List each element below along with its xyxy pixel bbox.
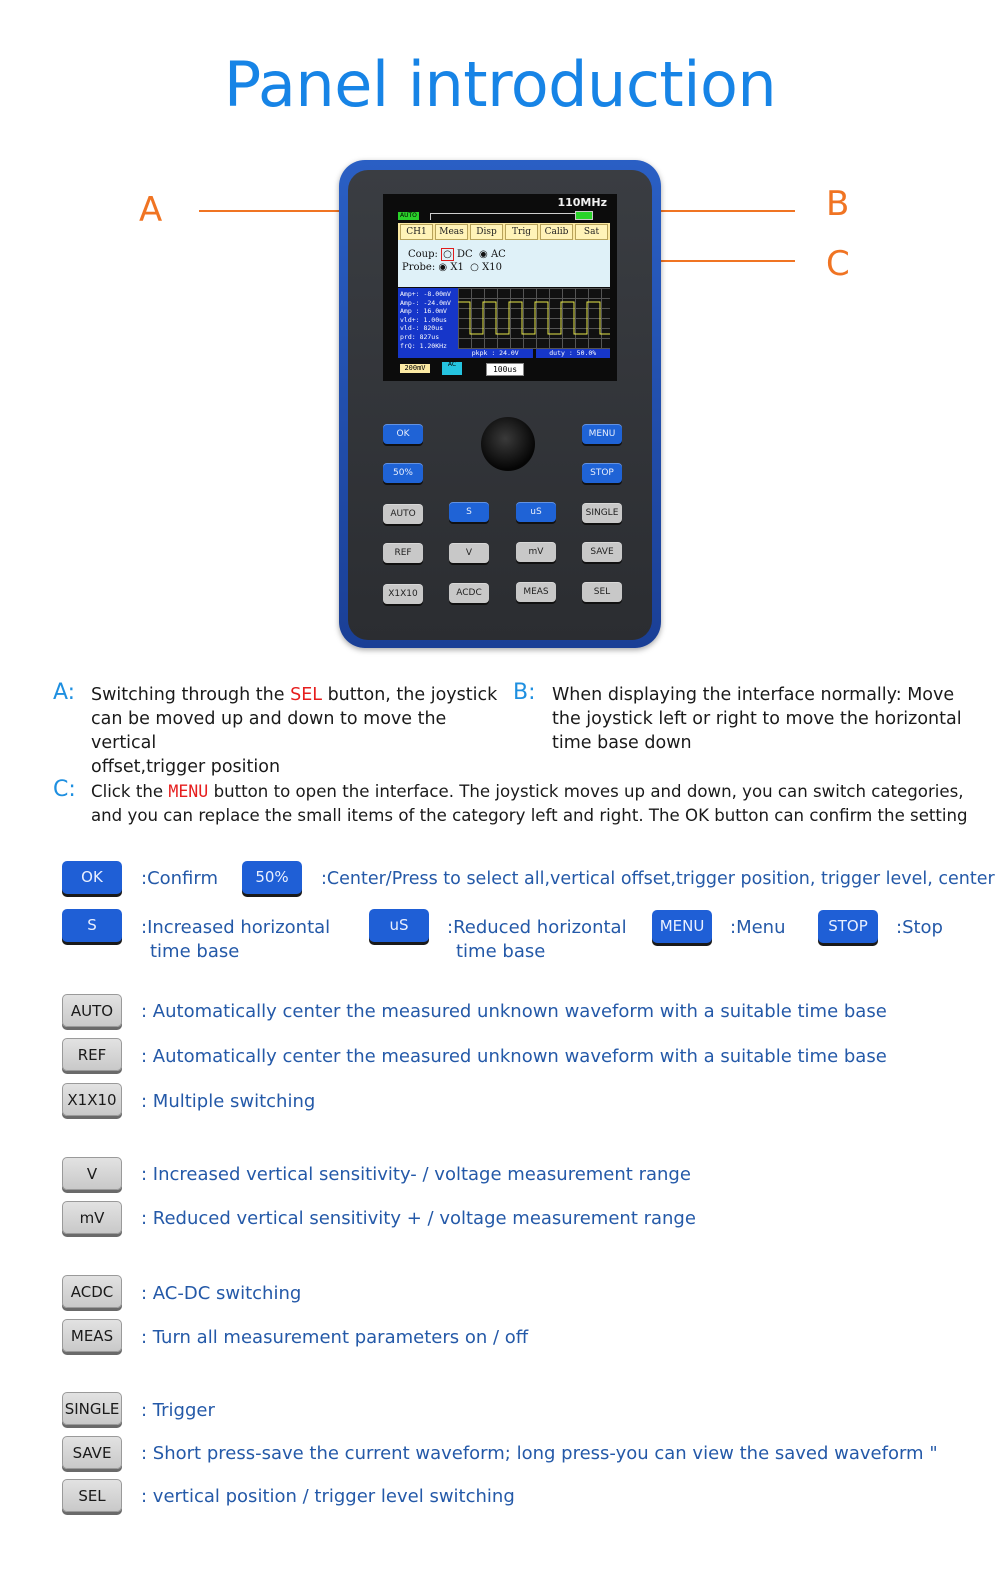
- legend-acdc-button[interactable]: ACDC: [62, 1275, 122, 1308]
- desc-a-key: SEL: [290, 685, 323, 705]
- page-title: Panel introduction: [223, 48, 777, 121]
- desc-b-line1: When displaying the interface normally: Move: [552, 685, 955, 705]
- probe-x1-radio: ◉: [438, 262, 448, 273]
- device-meas-button[interactable]: MEAS: [516, 582, 556, 602]
- device-face: [348, 170, 652, 640]
- legend-ok-text: :Confirm: [141, 868, 219, 889]
- legend-x1x10-button[interactable]: X1X10: [62, 1083, 122, 1116]
- legend-50pct-text: :Center/Press to select all,vertical offset,trigger position, trigger level, center: [321, 869, 995, 889]
- probe-x10-radio: ○: [470, 262, 479, 273]
- legend-x1x10-text: : Multiple switching: [141, 1091, 316, 1112]
- joystick[interactable]: [481, 417, 535, 471]
- legend-v-button[interactable]: V: [62, 1157, 122, 1190]
- menu-tab-trig: Trig: [505, 224, 538, 240]
- legend-single-text: : Trigger: [141, 1400, 215, 1421]
- desc-c-text: [91, 780, 996, 828]
- time-scale: 100us: [486, 363, 524, 376]
- legend-sel-button[interactable]: SEL: [62, 1479, 122, 1512]
- pkpk-readout: pkpk : 24.0V: [458, 349, 533, 358]
- legend-mv-button[interactable]: mV: [62, 1201, 122, 1234]
- device-x1x10-button[interactable]: X1X10: [383, 584, 423, 604]
- legend-us-text: [447, 916, 627, 964]
- measurement-list: [398, 288, 458, 358]
- bottom-stats: [458, 349, 610, 358]
- probe-label: Probe:: [402, 262, 436, 273]
- desc-a-line3: offset,trigger position: [91, 757, 281, 777]
- menu-tab-meas: Meas: [435, 224, 468, 240]
- legend-ok-button[interactable]: OK: [62, 861, 122, 894]
- device-mv-button[interactable]: mV: [516, 542, 556, 562]
- legend-v-text: : Increased vertical sensitivity- / voltage measurement range: [141, 1164, 691, 1185]
- volt-scale: 200mV: [400, 364, 430, 373]
- mode-tag: AUTO: [400, 212, 417, 219]
- desc-c-post: button to open the interface. The joystick moves up and down, you can switch categories,: [208, 782, 964, 801]
- device-single-button[interactable]: SINGLE: [582, 503, 622, 523]
- legend-us-button[interactable]: uS: [369, 909, 429, 942]
- coupling-dc-label: DC: [457, 249, 473, 260]
- legend-save-text: : Short press-save the current waveform; long press-you can view the saved waveform ": [141, 1443, 938, 1464]
- desc-a-line2: can be moved up and down to move the vertical: [91, 709, 447, 753]
- coupling-label: Coup:: [408, 249, 438, 260]
- desc-b-letter: B:: [513, 680, 536, 705]
- desc-b-line3: time base down: [552, 733, 692, 753]
- oscilloscope-device: [339, 160, 661, 648]
- settings-panel: [398, 240, 610, 287]
- scale-row: [398, 362, 610, 376]
- device-ok-button[interactable]: OK: [383, 424, 423, 444]
- legend-meas-button[interactable]: MEAS: [62, 1319, 122, 1352]
- menu-tab-ch1: CH1: [400, 224, 433, 240]
- callout-b-label: B: [826, 184, 850, 224]
- menu-tab-disp: Disp: [470, 224, 503, 240]
- legend-stop-button[interactable]: STOP: [818, 910, 878, 943]
- frequency-label: 110MHz: [557, 196, 607, 209]
- coupling-ac-label: AC: [490, 249, 506, 260]
- waveform-trace: [458, 294, 610, 344]
- desc-c-key: MENU: [168, 782, 209, 801]
- measurement-item: Amp : 16.0mV: [400, 307, 447, 316]
- device-stop-button[interactable]: STOP: [582, 463, 622, 483]
- legend-acdc-text: : AC-DC switching: [141, 1283, 302, 1304]
- legend-save-button[interactable]: SAVE: [62, 1436, 122, 1469]
- legend-menu-text: :Menu: [730, 917, 786, 938]
- device-us-button[interactable]: uS: [516, 502, 556, 522]
- device-save-button[interactable]: SAVE: [582, 542, 622, 562]
- legend-auto-button[interactable]: AUTO: [62, 994, 122, 1027]
- device-v-button[interactable]: V: [449, 543, 489, 563]
- menu-tab-calib: Calib: [540, 224, 573, 240]
- measurement-item: vld-: 820us: [400, 324, 444, 333]
- device-ref-button[interactable]: REF: [383, 543, 423, 563]
- legend-ref-text: : Automatically center the measured unknown waveform with a suitable time base: [141, 1046, 887, 1067]
- legend-sel-text: : vertical position / trigger level switching: [141, 1486, 515, 1507]
- measurement-item: vld+: 1.00us: [400, 315, 447, 324]
- device-s-button[interactable]: S: [449, 502, 489, 522]
- measurement-item: Amp+: -8.00mV: [400, 290, 451, 298]
- probe-x1-label: X1: [450, 262, 464, 273]
- screen-menu-bar: [398, 223, 610, 240]
- desc-a-pre: Switching through the: [91, 685, 291, 705]
- device-auto-button[interactable]: AUTO: [383, 504, 423, 524]
- desc-c-letter: C:: [53, 777, 76, 802]
- desc-a-letter: A:: [53, 680, 76, 705]
- desc-c-pre: Click the: [91, 782, 169, 801]
- legend-us-text-line2: time base: [456, 941, 546, 962]
- legend-menu-button[interactable]: MENU: [652, 910, 712, 943]
- measurement-item: frQ: 1.20KHz: [400, 341, 447, 350]
- legend-s-text-line1: :Increased horizontal: [141, 917, 331, 938]
- coupling-icon: AC: [442, 362, 462, 375]
- legend-s-text-line2: time base: [150, 941, 240, 962]
- legend-s-text: [141, 916, 330, 964]
- duty-readout: duty : 50.0%: [536, 349, 611, 358]
- desc-c-line2: and you can replace the small items of the category left and right. The OK button can confirm the setting: [91, 806, 968, 825]
- coupling-dc-radio: ○: [443, 249, 452, 260]
- measurement-item: prd: 827us: [400, 332, 440, 341]
- desc-b-line2: the joystick left or right to move the horizontal: [552, 709, 962, 729]
- legend-stop-text: :Stop: [896, 917, 943, 938]
- legend-auto-text: : Automatically center the measured unknown waveform with a suitable time base: [141, 1001, 887, 1022]
- legend-ref-button[interactable]: REF: [62, 1038, 122, 1071]
- device-50pct-button[interactable]: 50%: [383, 463, 423, 483]
- menu-tab-sat: Sat: [575, 224, 608, 240]
- desc-a-post: button, the joystick: [322, 685, 498, 705]
- trigger-position-bar: [430, 213, 582, 220]
- legend-us-text-line1: :Reduced horizontal: [447, 917, 627, 938]
- desc-b-text: [552, 683, 982, 755]
- device-sel-button[interactable]: SEL: [582, 582, 622, 602]
- device-acdc-button[interactable]: ACDC: [449, 583, 489, 603]
- device-screen: [383, 194, 617, 381]
- legend-meas-text: : Turn all measurement parameters on / off: [141, 1327, 529, 1348]
- device-menu-button[interactable]: MENU: [582, 424, 622, 444]
- battery-icon: [575, 211, 593, 220]
- legend-s-button[interactable]: S: [62, 909, 122, 942]
- callout-a-label: A: [139, 190, 163, 230]
- legend-50pct-button[interactable]: 50%: [242, 861, 302, 894]
- legend-mv-text: : Reduced vertical sensitivity + / voltage measurement range: [141, 1208, 696, 1229]
- legend-single-button[interactable]: SINGLE: [62, 1392, 122, 1425]
- probe-x10-label: X10: [482, 262, 502, 273]
- callout-c-label: C: [826, 244, 850, 284]
- desc-a-text: [91, 683, 511, 779]
- coupling-ac-radio: ◉: [479, 249, 488, 260]
- measurement-item: Amp-: -24.0mV: [400, 298, 451, 307]
